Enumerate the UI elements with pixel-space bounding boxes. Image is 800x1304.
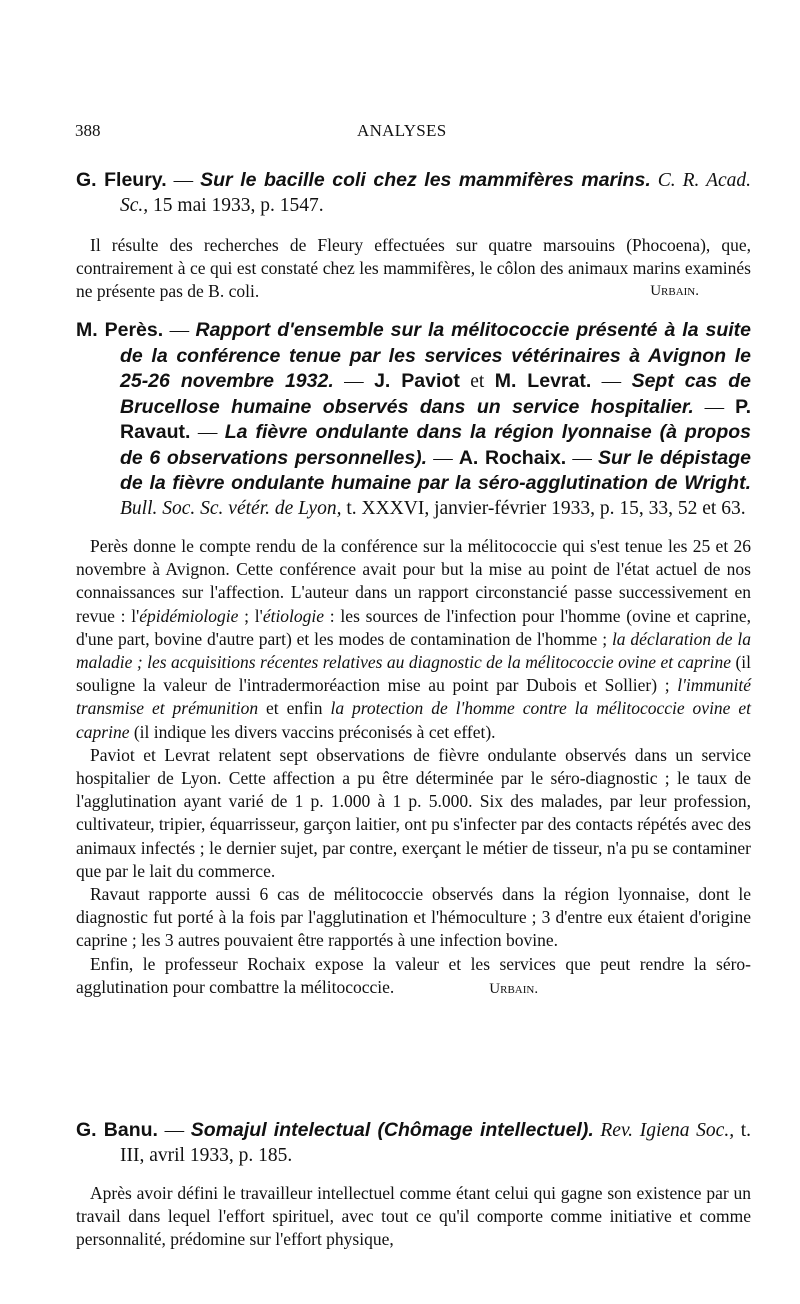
abstract-paragraph: Paviot et Levrat relatent sept observations de fièvre ondulante observés dans un service hospitalier de Lyon. Cette affection a pu être déterminée par le séro-diagnostic ; le taux de l'agglutination ayant varié de 1 p. 1.000 à 1 p. 5.000. Six des malades, par leur profession, cultivateur, tripier, équarrisseur, garçon laitier, ont pu s'infecter par des contacts répétés avec des animaux infectés ; le dernier sujet, par contre, exerçant le métier de tisseur, n'a pu se contaminer que par le lait du commerce. <box>76 744 751 881</box>
page-number: 388 <box>75 121 101 140</box>
publication-details: t. III, avril 1933, p. 185. <box>120 1120 752 1166</box>
author: M. Levrat. <box>494 370 592 392</box>
journal: Rev. Igiena Soc., <box>593 1120 735 1141</box>
review-entry-banu <box>76 1118 751 1252</box>
article-title: Rapport d'ensemble sur la mélitococcie présenté à la suite de la conférence tenue par les services vétérinaires à Avignon le 25-26 novembre 1932. <box>120 319 752 392</box>
abstract: Après avoir défini le travailleur intellectuel comme étant celui qui gagne son existence par un travail dans lequel l'effort spirituel, avec tout ce qu'il comporte comme initiative et comme personnalité, prédomine sur l'effort physique, <box>76 1183 751 1250</box>
author: A. Rochaix. <box>458 446 567 469</box>
author: G. Banu. <box>76 1119 158 1141</box>
abstract: Il résulte des recherches de Fleury effectuées sur quatre marsouins (Phocoena), que, contrairement à ce qui est constaté chez les mammifères, le côlon des animaux marins examinés ne présente pas de B. coli. Urbain. <box>76 235 751 301</box>
author: M. Perès. <box>76 319 164 341</box>
article-title: La fièvre ondulante dans la région lyonnaise (à propos de 6 observations personnelles). <box>120 421 751 469</box>
author: G. Fleury. <box>76 169 167 191</box>
citation: M. Perès. — Rapport d'ensemble sur la mélitococcie présenté à la suite de la conférence tenue par les services vétérinaires à Avignon le 25-26 novembre 1932. — J. Paviot et M. Levrat. — Sept cas de Brucellose humaine observés dans un service hospitalier. — P. Ravaut. — La fièvre ondulante dans la région lyonnaise (à propos de 6 observations personnelles). — A. Rochaix. — Sur le dépistage de la fièvre ondulante humaine par la séro-agglutination de Wright. Bull. Soc. Sc. vétér. de Lyon, t. XXXVI, janvier-février 1933, p. 15, 33, 52 et 63. <box>76 319 752 519</box>
review-entry-peres <box>76 318 751 1001</box>
journal: Bull. Soc. Sc. vétér. de Lyon, <box>120 497 342 519</box>
running-header <box>0 121 800 145</box>
article-title: Sept cas de Brucellose humaine observés dans un service hospitalier. <box>120 370 752 418</box>
article-title: Sur le bacille coli chez les mammifères marins. <box>200 169 651 191</box>
citation: G. Banu. — Somajul intelectual (Chômage intellectuel). Rev. Igiena Soc., t. III, avril 1933, p. 185. <box>76 1119 752 1166</box>
publication-details: 15 mai 1933, p. 1547. <box>148 194 324 216</box>
author: J. Paviot <box>374 370 460 392</box>
journal: C. R. Acad. Sc., <box>120 170 752 216</box>
article-title: Sur le dépistage de la fièvre ondulante humaine par la séro-agglutination de Wright. <box>120 446 752 494</box>
author: P. Ravaut. <box>120 395 752 443</box>
article-title: Somajul intelectual (Chômage intellectuel). <box>190 1119 594 1141</box>
review-entry-fleury <box>76 168 751 303</box>
abstract <box>76 535 751 1001</box>
abstract-paragraph: Ravaut rapporte aussi 6 cas de mélitococcie observés dans la région lyonnaise, dont le diagnostic fut porté à la fois par l'agglutination et l'hémoculture ; 3 d'entre eux étaient d'origine caprine ; les 3 autres pouvaient être rapportés à une infection bovine. <box>76 884 751 951</box>
section-title: ANALYSES <box>357 121 447 140</box>
reviewer-signature: Urbain. <box>650 283 699 299</box>
citation: G. Fleury. — Sur le bacille coli chez les mammifères marins. C. R. Acad. Sc., 15 mai 1933, p. 1547. <box>76 169 752 216</box>
abstract-paragraph: Enfin, le professeur Rochaix expose la valeur et les services que peut rendre la séro-agglutination pour combattre la mélitococcie. Urbain. <box>76 953 751 997</box>
abstract-paragraph: Perès donne le compte rendu de la conférence sur la mélitococcie qui s'est tenue les 25 et 26 novembre à Avignon. Cette conférence avait pour but la mise au point de l'état actuel de nos connaissances sur l'affection. L'auteur dans un rapport circonstancié passe successivement en revue : l'épidémiologie ; l'étiologie : les sources de l'infection pour l'homme (ovine et caprine, d'une part, bovine d'autre part) et les modes de contamination de l'homme ; la déclaration de la maladie ; les acquisitions récentes relatives au diagnostic de la mélitococcie ovine et caprine (il souligne la valeur de l'intradermoréaction mise au point par Dubois et Sollier) ; l'immunité transmise et prémunition et enfin la protection de l'homme contre la mélitococcie ovine et caprine (il indique les divers vaccins préconisés à cet effet). <box>76 536 751 742</box>
reviewer-signature: Urbain. <box>489 980 539 997</box>
publication-details: t. XXXVI, janvier-février 1933, p. 15, 33, 52 et 63. <box>341 497 746 519</box>
